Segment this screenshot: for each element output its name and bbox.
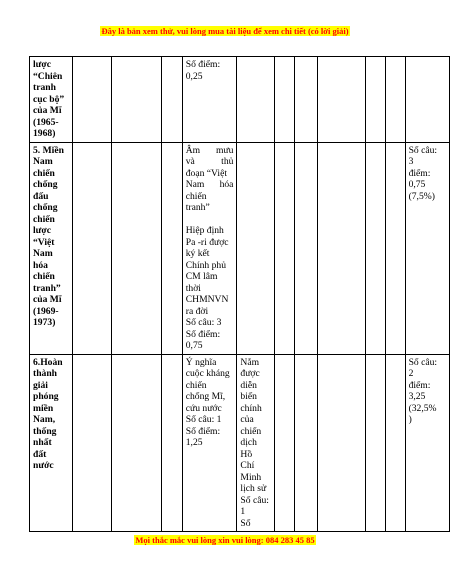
table-row [30,57,450,143]
empty-cell [294,354,317,532]
empty-cell [112,57,161,143]
topic-cell: lược “Chiên tranh cục bộ” của Mĩ (1965- 1968) [30,57,73,143]
application-cell: Nắm được diễn biến chính của chiến dịch Hồ Chí Minh lịch sử Số câu: 1 Số [237,354,274,532]
empty-cell [386,142,405,354]
empty-cell [237,57,274,143]
empty-cell [366,57,386,143]
empty-cell [161,57,182,143]
empty-cell [274,354,294,532]
empty-cell [237,142,274,354]
empty-cell [161,142,182,354]
preview-notice-banner [0,26,450,36]
comprehension-cell: Âm mưu và thủ đoạn “Việt Nam hóa chiến tranh” Hiệp định Pa -ri được ký kết Chính phủ CM lâm thời CHMNVN ra đời Số câu: 3 Số điểm: 0,75 [182,142,237,354]
empty-cell [161,354,182,532]
empty-cell [112,354,161,532]
summary-cell: Số câu: 2 điểm: 3,25 (32,5% ) [405,354,449,532]
exam-matrix-table [29,56,450,532]
empty-cell [274,142,294,354]
comprehension-cell: Số điểm: 0,25 [182,57,237,143]
comprehension-cell: Ý nghĩa cuộc kháng chiến chống Mĩ, cứu nước Số câu: 1 Số điểm: 1,25 [182,354,237,532]
empty-cell [366,354,386,532]
topic-cell: 6.Hoàn thành giải phóng miền Nam, thống nhất đất nước [30,354,73,532]
preview-notice-text: Đây là bản xem thử, vui lòng mua tài liệu để xem chi tiết (có lời giải) [101,26,349,36]
contact-text: Mọi thắc mắc vui lòng xin vui lòng: 084 283 45 85 [135,535,315,545]
table-row [30,354,450,532]
summary-cell [405,57,449,143]
topic-cell: 5. Miền Nam chiến chống đấu chống chiến lược “Việt Nam hóa chiến tranh” của Mĩ (1969- 1973) [30,142,73,354]
empty-cell [72,142,112,354]
empty-cell [72,354,112,532]
empty-cell [112,142,161,354]
empty-cell [317,354,365,532]
empty-cell [274,57,294,143]
empty-cell [72,57,112,143]
empty-cell [366,142,386,354]
empty-cell [386,354,405,532]
empty-cell [386,57,405,143]
contact-banner [0,535,450,545]
empty-cell [294,57,317,143]
summary-cell: Số câu: 3 điểm: 0,75 (7,5%) [405,142,449,354]
empty-cell [294,142,317,354]
empty-cell [317,142,365,354]
table-row [30,142,450,354]
empty-cell [317,57,365,143]
